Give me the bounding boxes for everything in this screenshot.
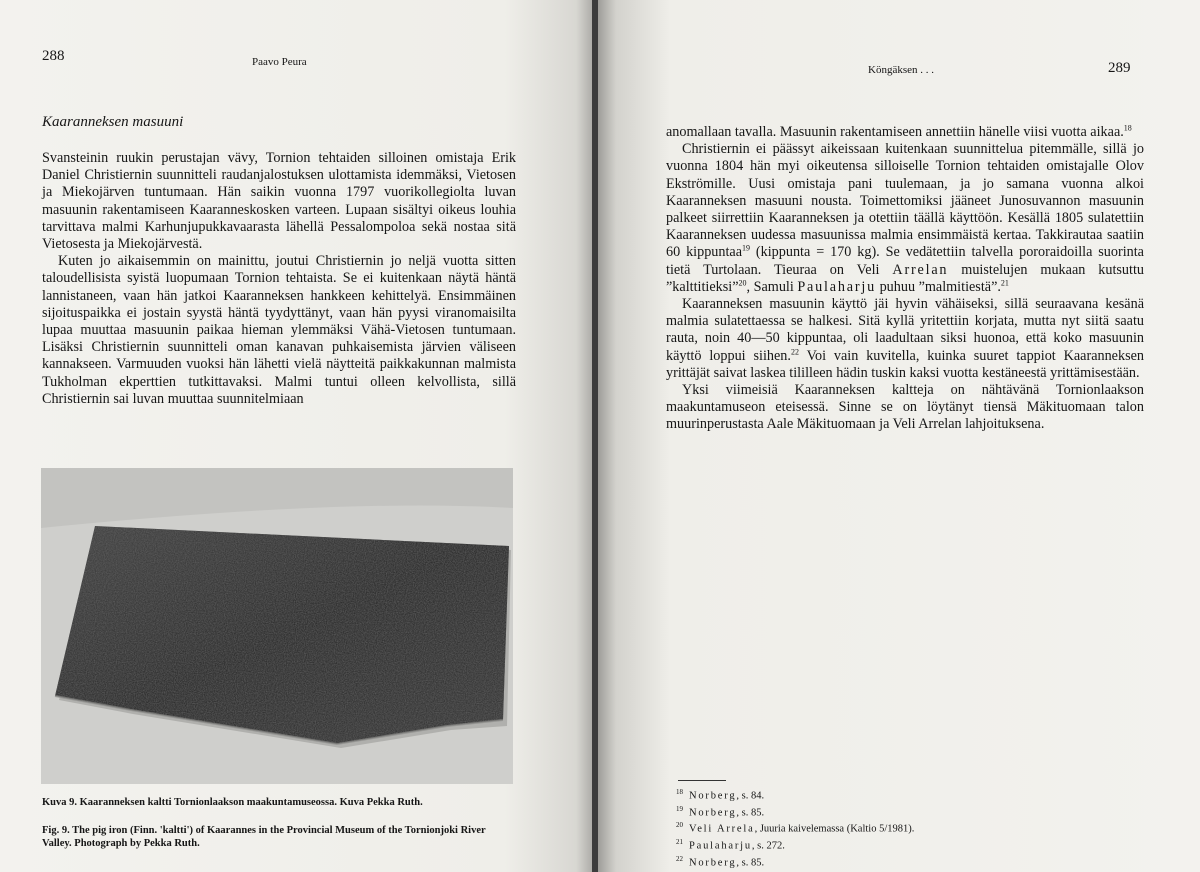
paragraph: Yksi viimeisiä Kaaranneksen kaltteja on nähtävänä Tornionlaakson maakuntamuseon eteisessä. Sinne se on löytänyt tiensä Mäkituomaan talon muurinperustasta Aale Mäkituomaan ja Veli Arrelan lahjoituksena. <box>666 382 1144 433</box>
right-body-text <box>666 124 1144 434</box>
caption-finnish: Kuva 9. Kaaranneksen kaltti Tornionlaakson maakuntamuseossa. Kuva Pekka Ruth. <box>42 797 423 808</box>
page-number: 288 <box>42 48 65 64</box>
footnote-ref: 22 <box>790 346 799 356</box>
pig-iron-photo <box>41 468 513 784</box>
paragraph: anomallaan tavalla. Masuunin rakentamiseen annettiin hänelle viisi vuotta aikaa.$^{18}$ <box>666 123 1132 140</box>
left-body-text <box>42 150 516 408</box>
right-page <box>598 0 1200 872</box>
footnotes <box>676 786 914 870</box>
footnote: $^{20}$ Veli Arrela, Juuria kaivelemassa (Kaltio 5/1981). <box>676 821 915 835</box>
paragraph: Kuten jo aikaisemmin on mainittu, joutui Christiernin jo neljä vuotta sitten taloudellisista syistä luopumaan Tornion tehtaista. Se ei kuitenkaan näytä häntä lannistaneen, vaan hän jatkoi Kaaranneksen hankkeen kehittelyä. Ensimmäinen sijoituspaikka ei jostain syystä häntä tyydyttänyt, vaan hän pyysi viranomaisilta lupaa muuttaa masuunin paikaa hieman ylemmäksi Vähä-Vietosen tuntumaan. Lisäksi Christiernin suunnitteli oman kanavan puhkaisemista järvien väliseen kannakseen. Varmuuden vuoksi hän lähetti vielä näytteitä paikkakunnan malmista Tukholman ekperttien tutkittavaksi. Malmi tuntui olleen kelvollista, sillä Christiernin sai luvan muuttaa suunnitelmiaan <box>42 253 516 407</box>
footnote: $^{18}$ Norberg, s. 84. <box>676 788 765 802</box>
left-page <box>0 0 594 872</box>
footnote-rule <box>678 780 726 781</box>
footnote-ref: 18 <box>1123 123 1132 133</box>
footnote: $^{22}$ Norberg, s. 85. <box>676 854 765 869</box>
paragraph: Svansteinin ruukin perustajan vävy, Tornion tehtaiden silloinen omistaja Erik Daniel Christiernin suunnitteli raudanjalostuksen ulottamista idemmäksi, Vietosen ja Miekojärven tuntumaan. Hän saikin vuonna 1797 vuorikollegiolta luvan masuunin rakentamiseen Kaaranneskosken varteen. Lupaan sisältyi oikeus louhia tarvittava malmi Karhunjupukkavaarasta lähellä Pessalompoloa sekä nostaa sitä Vietosesta ja Miekojärvestä. <box>42 150 516 253</box>
footnote: $^{19}$ Norberg, s. 85. <box>676 804 765 819</box>
footnote: $^{21}$ Paulaharju, s. 272. <box>676 838 785 852</box>
paragraph: Christiernin ei päässyt aikeissaan kuitenkaan suunnittelua pitemmälle, sillä jo vuonna 1804 hän myi oikeutensa silloiselle Tornion tehtaiden omistajalle Olov Ekströmille. Uusi omistaja pani tuulemaan, ja jo samana vuonna alkoi Kaaranneksen masuuni nousta. Toimettomiksi jääneet Junosuvannon masuunin palkeet siirrettiin Kaaranneksen ja otettiin täällä käyttöön. Kesällä 1805 sulatettiin Kaaranneksen uudessa masuunissa malmia ensimmäistä kertaa. Takkirautaa saatiin 60 kippuntaa$^{19}$ (kippunta = 170 kg). Se vedätettiin talvella pororaidoilla suorinta tietä Turtolaan. Tieuraa on Veli Arrelan muistelujen mukaan kutsuttu ”kalttitieksi”$^{20}$, Samuli Paulaharju puhuu ”malmitiestä”.$^{21}$ <box>666 141 1144 295</box>
paragraph: Kaaranneksen masuunin käyttö jäi hyvin vähäiseksi, sillä seuraavana kesänä malmia sulatettaessa se halkesi. Sitä kyllä yritettiin korjata, mutta nyt siitä saatu rauta, noin 40—50 kippuntaa, oli laadultaan siksi huonoa, että koko masuunin käyttö loppui siihen.$^{22}$ Voi vain kuvitella, kuinka suuret tappiot Kaaranneksen yrittäjät saivat laskea tililleen hädin tuskin kaksi vuotta kestäneestä yrittämisestään. <box>666 296 1144 381</box>
footnote-ref: 21 <box>1000 278 1009 288</box>
running-head: Köngäksen . . . <box>868 64 934 76</box>
footnote-ref: 19 <box>742 243 751 253</box>
caption-english: Fig. 9. The pig iron (Finn. 'kaltti') of Kaarannes in the Provincial Museum of the Tornionjoki River Valley. Photograph by Pekka Ruth. <box>42 825 486 849</box>
page-number: 289 <box>1108 60 1131 76</box>
footnote-ref: 20 <box>738 278 747 288</box>
section-title: Kaaranneksen masuuni <box>42 114 184 130</box>
running-head: Paavo Peura <box>252 56 307 68</box>
